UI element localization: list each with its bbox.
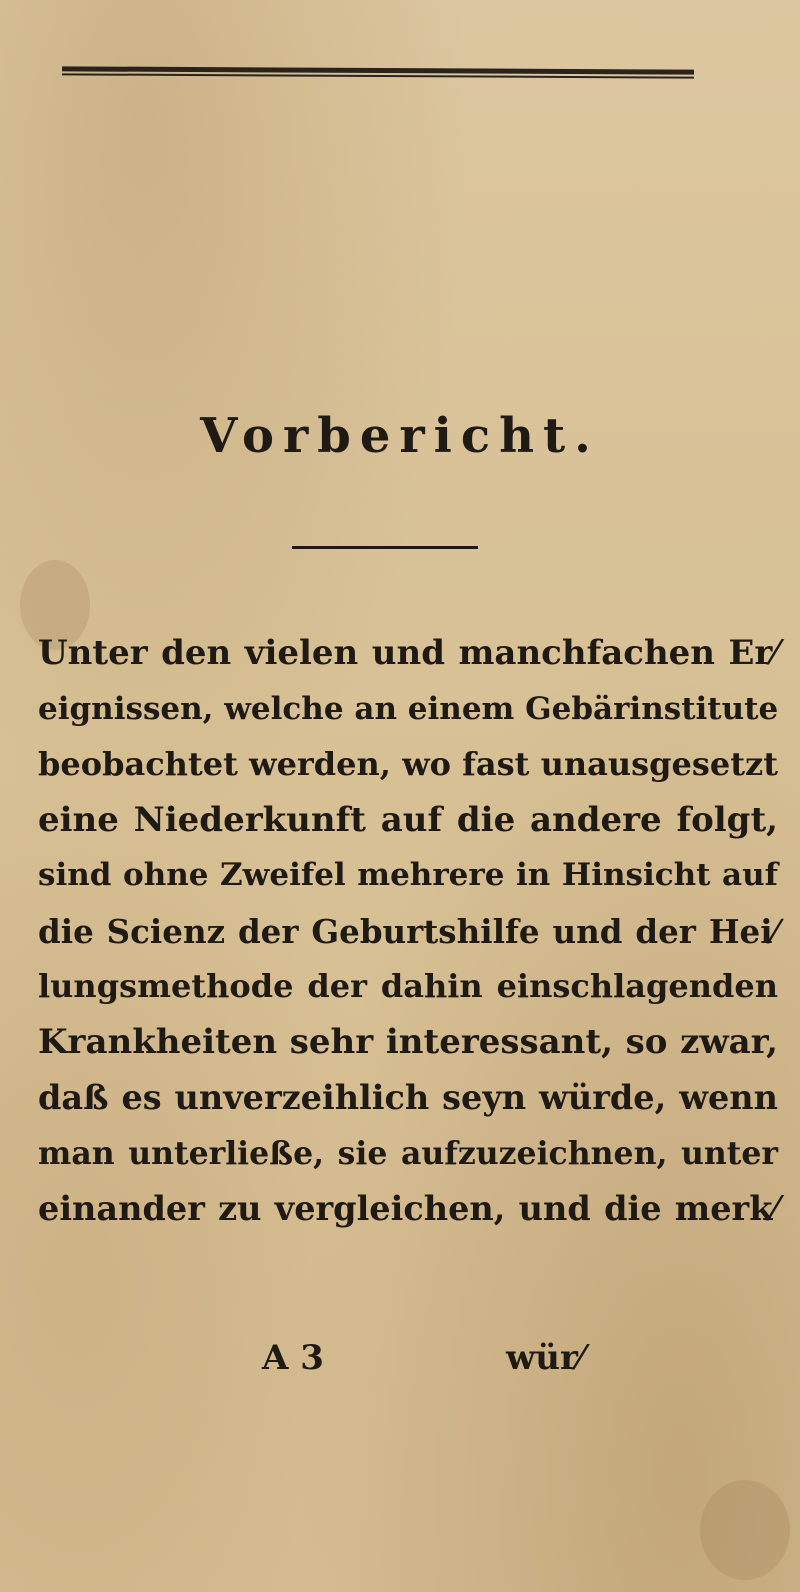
text-line: Krankheiten sehr interessant, so zwar, — [38, 1021, 778, 1062]
top-decorative-rule — [62, 66, 694, 78]
text-line: die Scienz der Geburtshilfe und der Hei⁄ — [38, 911, 778, 951]
text-line: eine Niederkunft auf die andere folgt, — [38, 799, 778, 840]
text-line: sind ohne Zweifel mehrere in Hinsicht auf — [38, 857, 778, 893]
text-line: eignissen, welche an einem Gebärinstitute — [38, 690, 779, 727]
text-line: man unterließe, sie aufzuzeichnen, unter — [38, 1134, 778, 1172]
text-line: einander zu vergleichen, und die merk⁄ — [38, 1189, 778, 1228]
text-line: beobachtet werden, wo fast unausgesetzt — [38, 745, 778, 783]
page-title: Vorbericht. — [200, 408, 600, 464]
text-line: daß es unverzeihlich seyn würde, wenn — [38, 1078, 778, 1117]
text-line: Unter den vielen und manchfachen Er⁄ — [38, 633, 778, 673]
title-underline-rule — [292, 546, 478, 549]
body-paragraph — [38, 626, 778, 1237]
catchword: wür⁄ — [506, 1338, 584, 1378]
signature-mark: A 3 — [262, 1338, 324, 1378]
paper-stain — [700, 1480, 790, 1580]
text-line: lungsmethode der dahin einschlagenden — [38, 967, 778, 1005]
